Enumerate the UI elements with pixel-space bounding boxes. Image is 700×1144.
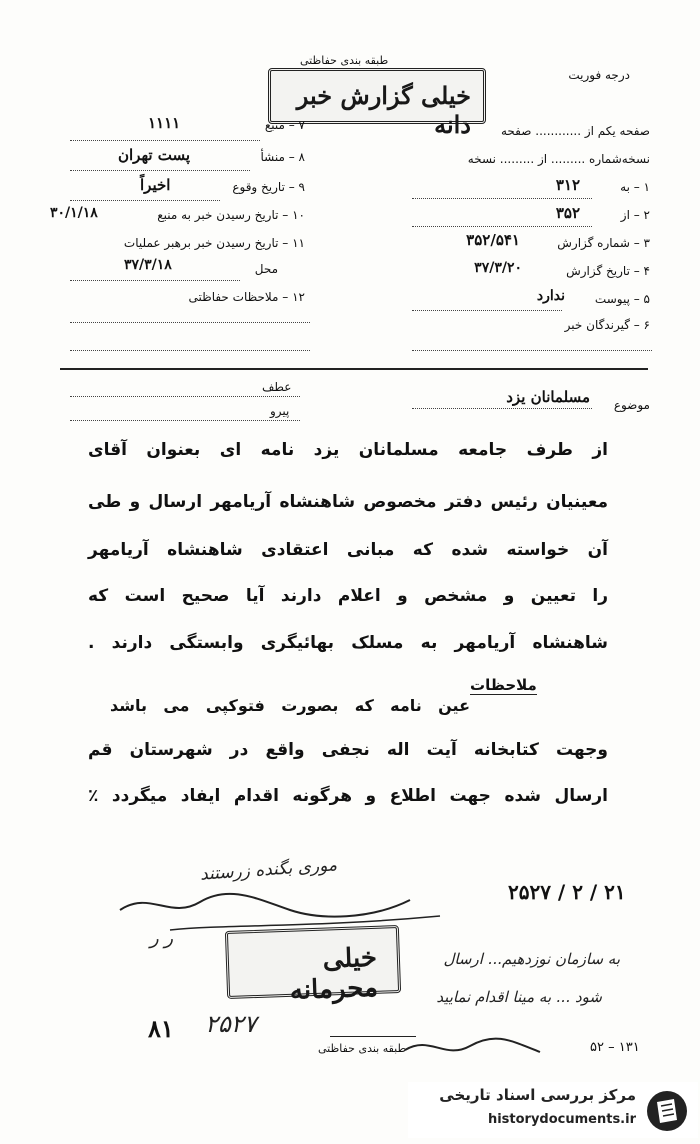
occurrence-date-label: ۹ – تاریخ وقوع xyxy=(232,180,305,194)
header-separator xyxy=(60,368,648,370)
to-label: ۱ – به xyxy=(620,180,650,194)
to-value: ۳۱۲ xyxy=(555,176,580,194)
remarks-line-3: ارسال شده جهت اطلاع و هرگونه اقدام ایفاد میگردد ٪ xyxy=(88,786,608,806)
classification-bottom: طبقه بندی حفاظتی xyxy=(318,1042,407,1055)
recipients-label: ۶ – گیرندگان خبر xyxy=(564,318,650,332)
attachment-value: ندارد xyxy=(536,288,565,304)
watermark xyxy=(408,1082,698,1138)
watermark-title: مرکز بررسی اسناد تاریخی xyxy=(439,1086,636,1104)
attachment-label: ۵ – پیوست xyxy=(594,292,650,306)
form-code: ۱۳۱ – ۵۲ xyxy=(590,1040,640,1055)
report-number-label: ۳ – شماره گزارش xyxy=(557,236,650,250)
received-ops-label: ۱۱ – تاریخ رسیدن خبر برهبر عملیات xyxy=(123,236,305,250)
handwritten-note-line1: به سازمان نوزدهیم... ارسال xyxy=(443,950,620,968)
remarks-line-1: عین نامه که بصورت فتوکپی می باشد xyxy=(110,696,470,715)
location-value: ۳۷/۳/۱۸ xyxy=(124,257,172,273)
handwritten-date: ۲۵۲۷ / ۲ / ۲۱ xyxy=(508,880,626,904)
handwritten-number: ۸۱ xyxy=(148,1014,174,1043)
peyro-label: پیرو xyxy=(270,404,290,418)
occurrence-date-value: اخیراً xyxy=(140,176,171,194)
origin-value: پست تهران xyxy=(118,146,191,164)
remarks-line-2: وجهت کتابخانه آیت اله نجفی واقع در شهرستان قم xyxy=(88,740,608,760)
source-value: ۱۱۱۱ xyxy=(148,114,181,132)
received-source-label: ۱۰ – تاریخ رسیدن خبر به منبع xyxy=(157,208,305,222)
report-number-value: ۳۵۲/۵۴۱ xyxy=(466,231,520,249)
subject-label: موضوع xyxy=(613,398,650,412)
stamp-text: خیلی گزارش خبر دانه xyxy=(296,81,471,139)
handwritten-scrawl: ۲۵۲۷ xyxy=(205,1010,257,1038)
received-source-value: ۳۰/۱/۱۸ xyxy=(50,205,98,221)
security-notes-label: ۱۲ – ملاحظات حفاظتی xyxy=(188,290,305,304)
copy-label: نسخه‌شماره ......... از ......... نسخه xyxy=(467,152,650,166)
subject-value: مسلمانان یزد xyxy=(506,388,590,406)
page-label: صفحه یکم از ............ صفحه xyxy=(501,124,650,138)
body-line-5: شاهنشاه آریامهر به مسلک بهائیگری وابستگی دارند . xyxy=(88,633,608,653)
body-line-3: آن خواسته شده که مبانی اعتقادی شاهنشاه آریامهر xyxy=(88,540,608,560)
remarks-label: ملاحظات xyxy=(470,676,537,694)
body-line-2: معینیان رئیس دفتر مخصوص شاهنشاه آریامهر ارسال و طی xyxy=(88,492,608,512)
watermark-url: historydocuments.ir xyxy=(487,1112,636,1127)
body-line-1: از طرف جامعه مسلمانان یزد نامه ای بعنوان آقای xyxy=(88,440,608,460)
report-date-value: ۳۷/۳/۲۰ xyxy=(474,260,522,276)
atf-label: عطف xyxy=(262,380,292,394)
source-label: ۷ – منبع xyxy=(264,118,305,132)
from-value: ۳۵۲ xyxy=(555,204,580,222)
second-stamp-text: خیلی محرمانه xyxy=(289,942,379,1006)
location-label: محل xyxy=(254,262,278,276)
classification-top: طبقه بندی حفاظتی xyxy=(300,54,389,67)
handwritten-note-line2: شود ... به مینا اقدام نمایید xyxy=(436,988,602,1006)
bottom-signature xyxy=(400,1030,550,1064)
handwritten-mark: ﺭ ﺭ xyxy=(150,928,174,949)
body-line-4: را تعیین و مشخص و اعلام دارند آیا صحیح است که xyxy=(88,586,608,606)
from-label: ۲ – از xyxy=(620,208,650,222)
report-date-label: ۴ – تاریخ گزارش xyxy=(566,264,650,278)
origin-label: ۸ – منشأ xyxy=(260,150,305,164)
handwritten-note-top: موری بگنده زرستند xyxy=(199,855,338,885)
second-stamp xyxy=(225,925,401,1006)
priority-label: درجه فوریت xyxy=(568,68,630,82)
watermark-logo-icon xyxy=(644,1088,690,1134)
